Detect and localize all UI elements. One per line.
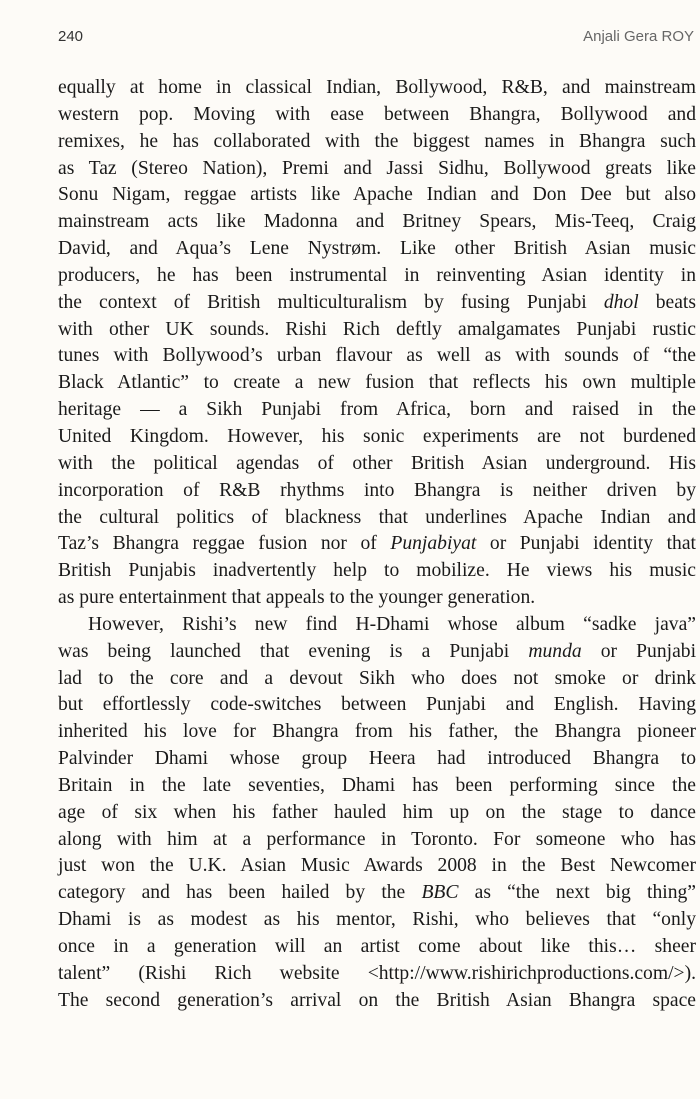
text-line: as pure entertainment that appeals to the younger generation. [58,587,536,609]
text-line: western pop. Moving with ease between Bhangra, Bollywood and [58,103,696,125]
text-line: along with him at a performance in Toronto. For someone who has [58,828,696,850]
text-line: producers, he has been instrumental in reinventing Asian identity in [58,264,696,286]
italic-term-punjabiyat: Punjabiyat [390,533,477,555]
text-line: David, and Aqua’s Lene Nystrøm. Like other British Asian music [58,238,696,260]
running-head-author: Anjali Gera ROY [583,28,694,45]
text-line: with other UK sounds. Rishi Rich deftly amalgamates Punjabi rustic [58,318,696,340]
text-segment: Taz’s Bhangra reggae fusion nor of [58,533,377,555]
text-line: remixes, he has collaborated with the biggest names in Bhangra such [58,130,696,152]
text-segment: or Punjabi [600,640,697,662]
text-line: age of six when his father hauled him up on the stage to dance [58,801,696,823]
text-line: with the political agendas of other British Asian underground. His [58,452,696,474]
text-segment: was being launched that evening is a Punjabi [58,640,510,662]
text-line: Palvinder Dhami whose group Heera had introduced Bhangra to [58,748,696,770]
text-line: Britain in the late seventies, Dhami has been performing since the [58,774,696,796]
text-line: The second generation’s arrival on the British Asian Bhangra space [58,989,696,1011]
text-line: equally at home in classical Indian, Bollywood, R&B, and mainstream [58,77,696,98]
text-line: talent” (Rishi Rich website <http://www.rishirichproductions.com/>). [58,962,696,984]
italic-term-dhol: dhol [603,291,639,313]
text-line: incorporation of R&B rhythms into Bhangra is neither driven by [58,479,696,501]
text-segment: or Punjabi identity that [489,533,696,555]
text-line: but effortlessly code-switches between Punjabi and English. Having [58,694,696,716]
text-line: Sonu Nigam, reggae artists like Apache Indian and Don Dee but also [58,184,696,206]
text-segment: as “the next big thing” [474,882,696,904]
italic-term-bbc: BBC [421,882,459,904]
text-line: the cultural politics of blackness that underlines Apache Indian and [58,506,696,528]
text-line: British Punjabis inadvertently help to mobilize. He views his music [58,560,696,582]
text-line: tunes with Bollywood’s urban flavour as well as with sounds of “the [58,345,696,367]
text-line [58,531,696,558]
text-line: lad to the core and a devout Sikh who does not smoke or drink [58,667,696,689]
paragraph-2 [58,612,696,1015]
text-segment: category and has been hailed by the [58,882,406,904]
text-line: just won the U.K. Asian Music Awards 2008 in the Best Newcomer [58,855,696,877]
text-line: inherited his love for Bhangra from his father, the Bhangra pioneer [58,721,696,743]
text-segment: beats [655,291,696,313]
text-line [58,639,696,666]
text-line: heritage — a Sikh Punjabi from Africa, born and raised in the [58,399,696,421]
text-segment: the context of British multiculturalism by fusing Punjabi [58,291,587,313]
running-header [58,28,694,48]
text-line: as Taz (Stereo Nation), Premi and Jassi Sidhu, Bollywood greats like [58,157,696,179]
text-line: Black Atlantic” to create a new fusion that reflects his own multiple [58,372,696,394]
text-line: once in a generation will an artist come about like this… sheer [58,936,696,957]
text-line: Dhami is as modest as his mentor, Rishi, who believes that “only [58,909,696,931]
paragraph-1 [58,75,696,612]
text-line: However, Rishi’s new find H-Dhami whose album “sadke java” [88,613,696,635]
italic-term-munda: munda [528,640,582,662]
text-line: mainstream acts like Madonna and Britney Spears, Mis-Teeq, Craig [58,211,696,233]
text-line: United Kingdom. However, his sonic experiments are not burdened [58,425,696,447]
text-line [58,880,696,907]
page-number: 240 [58,28,84,45]
text-line [58,290,696,317]
body-text [58,75,696,1015]
